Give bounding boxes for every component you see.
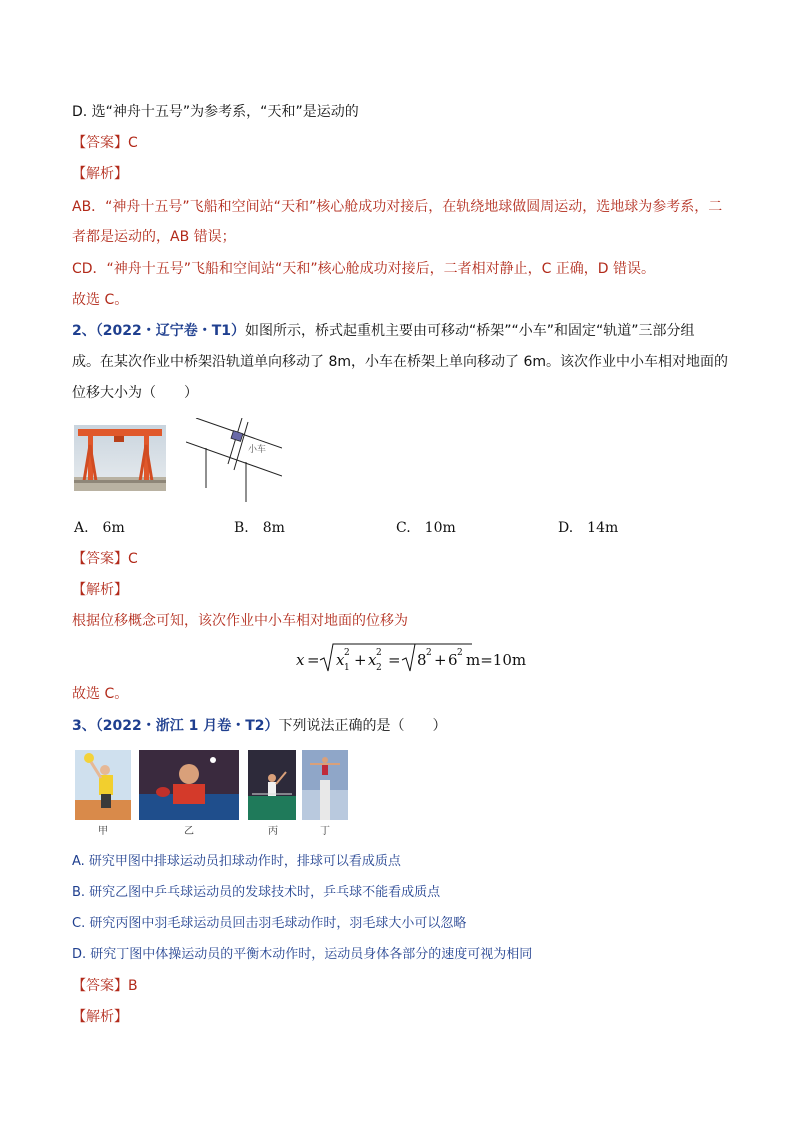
caption-jia: 甲 bbox=[98, 826, 108, 837]
crane-diagram bbox=[186, 418, 282, 502]
q1-analysis-ab-line1: AB．“神舟十五号”飞船和空间站“天和”核心舱成功对接后，在轨绕地球做圆周运动，选地球为参考系，二 bbox=[72, 199, 723, 215]
formula-sup-b: 2 bbox=[376, 648, 382, 658]
q1-analysis-label: 【解析】 bbox=[72, 166, 128, 182]
q1-option-d: D. 选“神舟十五号”为参考系，“天和”是运动的 bbox=[72, 104, 359, 120]
q2-stem-line3: 位移大小为（ ） bbox=[72, 385, 198, 401]
q3-number: 3、 bbox=[72, 718, 96, 734]
photo-yi-table-tennis bbox=[139, 750, 239, 820]
q2-analysis-label: 【解析】 bbox=[72, 582, 128, 598]
q2-source: （2022・辽宁卷・T1） bbox=[95, 323, 246, 339]
photo-ding-balance-beam bbox=[302, 750, 348, 820]
q3-option-a: A. 研究甲图中排球运动员扣球动作时，排球可以看成质点 bbox=[72, 854, 401, 869]
diagram-label-cart: 小车 bbox=[248, 445, 267, 455]
q3-answer: 【答案】B bbox=[72, 978, 138, 994]
q2-number: 2、 bbox=[72, 323, 96, 339]
formula-eq: = bbox=[307, 651, 320, 669]
q3-option-c: C. 研究丙图中羽毛球运动员回击羽毛球动作时，羽毛球大小可以忽略 bbox=[72, 916, 467, 931]
q2-analysis: 根据位移概念可知，该次作业中小车相对地面的位移为 bbox=[72, 613, 408, 629]
q1-answer: 【答案】C bbox=[72, 135, 138, 151]
q2-formula bbox=[296, 640, 536, 676]
q3-option-d: D. 研究丁图中体操运动员的平衡木动作时，运动员身体各部分的速度可视为相同 bbox=[72, 947, 533, 962]
caption-ding: 丁 bbox=[320, 826, 330, 837]
q2-option-b: B. 8m bbox=[234, 520, 285, 536]
formula-plus: + bbox=[354, 651, 367, 669]
formula-x2: x bbox=[368, 651, 377, 669]
formula-x1: x bbox=[336, 651, 345, 669]
formula-sub1: 1 bbox=[344, 663, 350, 673]
photo-jia-volleyball bbox=[75, 750, 131, 820]
q2-option-c: C. 10m bbox=[396, 520, 456, 536]
formula-n1: 8 bbox=[417, 651, 427, 669]
formula-sup-d: 2 bbox=[457, 648, 463, 658]
q2-stem-line2: 成。在某次作业中桥架沿轨道单向移动了 8m，小车在桥架上单向移动了 6m。该次作业中小车相对地面的 bbox=[72, 354, 728, 370]
q1-analysis-ab-line2: 者都是运动的，AB 错误； bbox=[72, 229, 236, 245]
q2-conclusion: 故选 C。 bbox=[72, 686, 129, 702]
formula-eq2: = bbox=[388, 651, 401, 669]
q2-answer: 【答案】C bbox=[72, 551, 138, 567]
formula-sup-a: 2 bbox=[344, 648, 350, 658]
formula-plus2: + bbox=[434, 651, 447, 669]
crane-photo bbox=[74, 425, 166, 491]
caption-bing: 丙 bbox=[268, 826, 278, 837]
q3-stem bbox=[72, 716, 447, 736]
formula-lhs: x bbox=[296, 651, 305, 669]
formula-sup-c: 2 bbox=[426, 648, 432, 658]
q1-analysis-cd: CD．“神舟十五号”飞船和空间站“天和”核心舱成功对接后，二者相对静止，C 正确，D 错误。 bbox=[72, 261, 656, 277]
q2-stem-text: 如图所示，桥式起重机主要由可移动“桥架”“小车”和固定“轨道”三部分组 bbox=[245, 323, 695, 339]
q3-source: （2022・浙江 1 月卷・T2） bbox=[95, 718, 279, 734]
caption-yi: 乙 bbox=[184, 826, 194, 837]
formula-n2: 6 bbox=[448, 651, 458, 669]
q2-option-d: D. 14m bbox=[558, 520, 619, 536]
q3-analysis-label: 【解析】 bbox=[72, 1009, 128, 1025]
formula-result: m=10m bbox=[466, 651, 527, 669]
q2-stem-line1 bbox=[72, 321, 695, 341]
q3-option-b: B. 研究乙图中乒乓球运动员的发球技术时，乒乓球不能看成质点 bbox=[72, 885, 441, 900]
q3-stem-text: 下列说法正确的是（ ） bbox=[278, 718, 447, 734]
formula-sub2: 2 bbox=[376, 663, 382, 673]
q1-conclusion: 故选 C。 bbox=[72, 292, 129, 308]
q2-option-a: A. 6m bbox=[74, 520, 125, 536]
photo-bing-badminton bbox=[248, 750, 296, 820]
